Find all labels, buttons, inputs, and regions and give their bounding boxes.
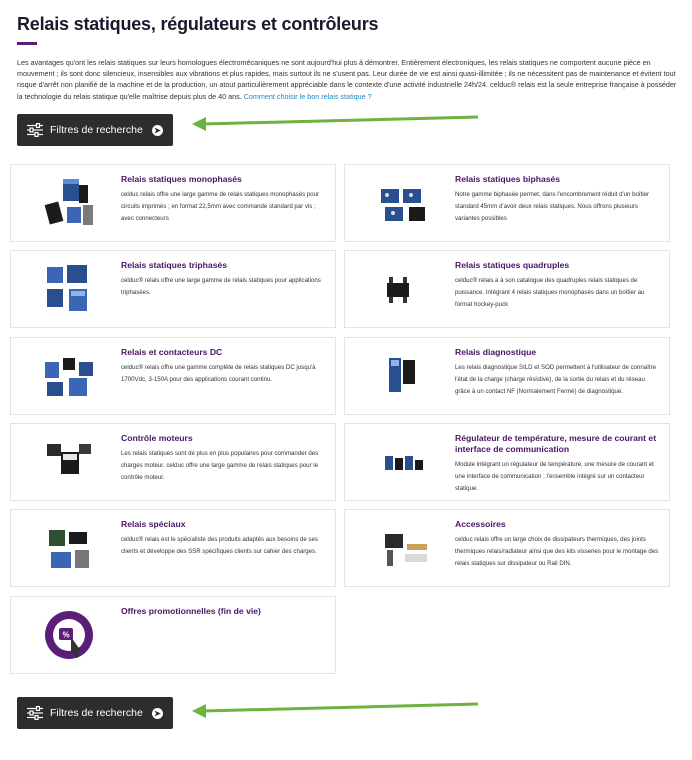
intro-paragraph: Les avantages qu'ont les relais statiques sur leurs homologues électromécaniques ne sont aujourd'hui plus à démontrer. Entièrement électroniques, les relais statiques ne comportent aucune pièce en mouvement ; ils sont donc silencieux, insensibles aux vibrations et plus rapides, mais surtout ils ne s'usent pas. Leur durée de vie est ainsi quasi-illimitée ; ils ne nécessitent pas de maintenance et évitent tout risque d'arrêt non planifié de la machine et de la production, un atout particulièrement appréciable dans le contexte d'une activité industrielle 24h/24. celduc® relais est la seule entreprise française à posséder la technologie du relais statique qu'elle maîtrise depuis plus de 40 ans. [17,58,677,101]
relay-diagnostic-icon [367,348,439,404]
category-card-diagnostic[interactable] [344,337,670,415]
card-title[interactable]: Régulateur de température, mesure de courant et interface de communication [455,433,657,454]
relay-quad-icon [367,261,439,317]
svg-text:%: % [62,630,70,640]
choose-relay-link[interactable]: Comment choisir le bon relais statique ? [243,91,372,101]
card-title[interactable]: Relais diagnostique [455,347,537,357]
category-card-dc[interactable] [10,337,336,415]
category-card-temperature-regulator[interactable] [344,423,670,501]
filter-button-bottom[interactable] [17,697,173,729]
relay-dc-icon [33,348,105,404]
card-title[interactable]: Relais statiques quadruples [455,260,570,270]
relay-two-phase-icon [367,175,439,231]
sliders-icon [27,123,43,137]
card-description: Notre gamme biphasée permet, dans l'encombrement réduit d'un boîtier standard 45mm d'avoir deux relais statiques. Nous offrons plusieurs variantes possibles [455,191,650,222]
category-card-special-relays[interactable] [10,509,336,587]
card-description: Les relais statiques sont de plus en plus populaires pour commander des charges moteur. celduc offre une large gamme de relais statiques pour le contrôle moteur. [121,450,319,481]
card-title[interactable]: Relais et contacteurs DC [121,347,223,357]
relay-single-phase-icon [33,175,105,231]
sliders-icon [27,706,43,720]
special-relay-icon [33,520,105,576]
category-card-quadruple[interactable] [344,250,670,328]
card-description: Module intégrant un régulateur de température, une mesure de courant et une interface de communication ; l'ensemble intégré sur un contacteur statique. [455,461,654,492]
category-card-biphase[interactable] [344,164,670,242]
card-title[interactable]: Relais statiques biphasés [455,174,561,184]
arrow-right-circle-icon: ➤ [152,125,163,136]
card-title[interactable]: Offres promotionnelles (fin de vie) [121,606,261,616]
green-arrow-annotation-bottom [190,701,482,719]
card-description: celduc® relais est le spécialiste des produits adaptés aux besoins de ses clients et développe des SSR spécifiques clients sur cahier des charges. [121,536,318,555]
intro-text [17,57,677,102]
card-description: celduc® relais offre une gamme complète de relais statiques DC jusqu'à 1700Vdc, 3-150A pour des applications courant continu. [121,364,316,383]
card-description: celduc® relais a à son catalogue des quadruples relais statiques de puissance. Intégrant 4 relais statiques monophasés dans un boîtier au format hockey-puck [455,277,645,308]
promo-percent-icon [33,607,105,663]
filter-button-label: Filtres de recherche [50,124,143,136]
card-title[interactable]: Relais statiques monophasés [121,174,242,184]
card-title[interactable]: Relais spéciaux [121,519,186,529]
category-card-motor-control[interactable] [10,423,336,501]
category-card-monophase[interactable] [10,164,336,242]
card-title[interactable]: Accessoires [455,519,506,529]
title-underline [17,42,37,45]
category-card-promotions[interactable] [10,596,336,674]
category-card-accessories[interactable] [344,509,670,587]
category-card-triphase[interactable] [10,250,336,328]
accessories-icon [367,520,439,576]
page-title: Relais statiques, régulateurs et contrôleurs [17,14,379,34]
card-description: celduc® relais offre une large gamme de relais statiques pour applications triphasées. [121,277,321,296]
card-description: celduc relais offre un large choix de dissipateurs thermiques, des joints thermiques relais/radiateur ainsi que des kits visseries pour le montage des relais statiques sur dissipateur ou Rail DIN. [455,536,659,567]
temperature-regulator-icon [367,434,439,490]
arrow-right-circle-icon: ➤ [152,708,163,719]
card-description: celduc relais offre une large gamme de relais statiques monophasés pour circuits imprimés ; en format 22,5mm avec commande standard par vis ; avec connecteurs [121,191,320,222]
card-description: Les relais diagnostique SILD et SOD permettent à l'utilisateur de connaître l'état de la charge (charge résistive), de la sortie du relais et du réseau grâce à un contact NF (Normalement Fermé) de diagnostique. [455,364,657,395]
filter-button-label: Filtres de recherche [50,707,143,719]
card-title[interactable]: Contrôle moteurs [121,433,193,443]
motor-control-icon [33,434,105,490]
relay-three-phase-icon [33,261,105,317]
green-arrow-annotation-top [190,114,482,132]
card-title[interactable]: Relais statiques triphasés [121,260,228,270]
filter-button-top[interactable] [17,114,173,146]
